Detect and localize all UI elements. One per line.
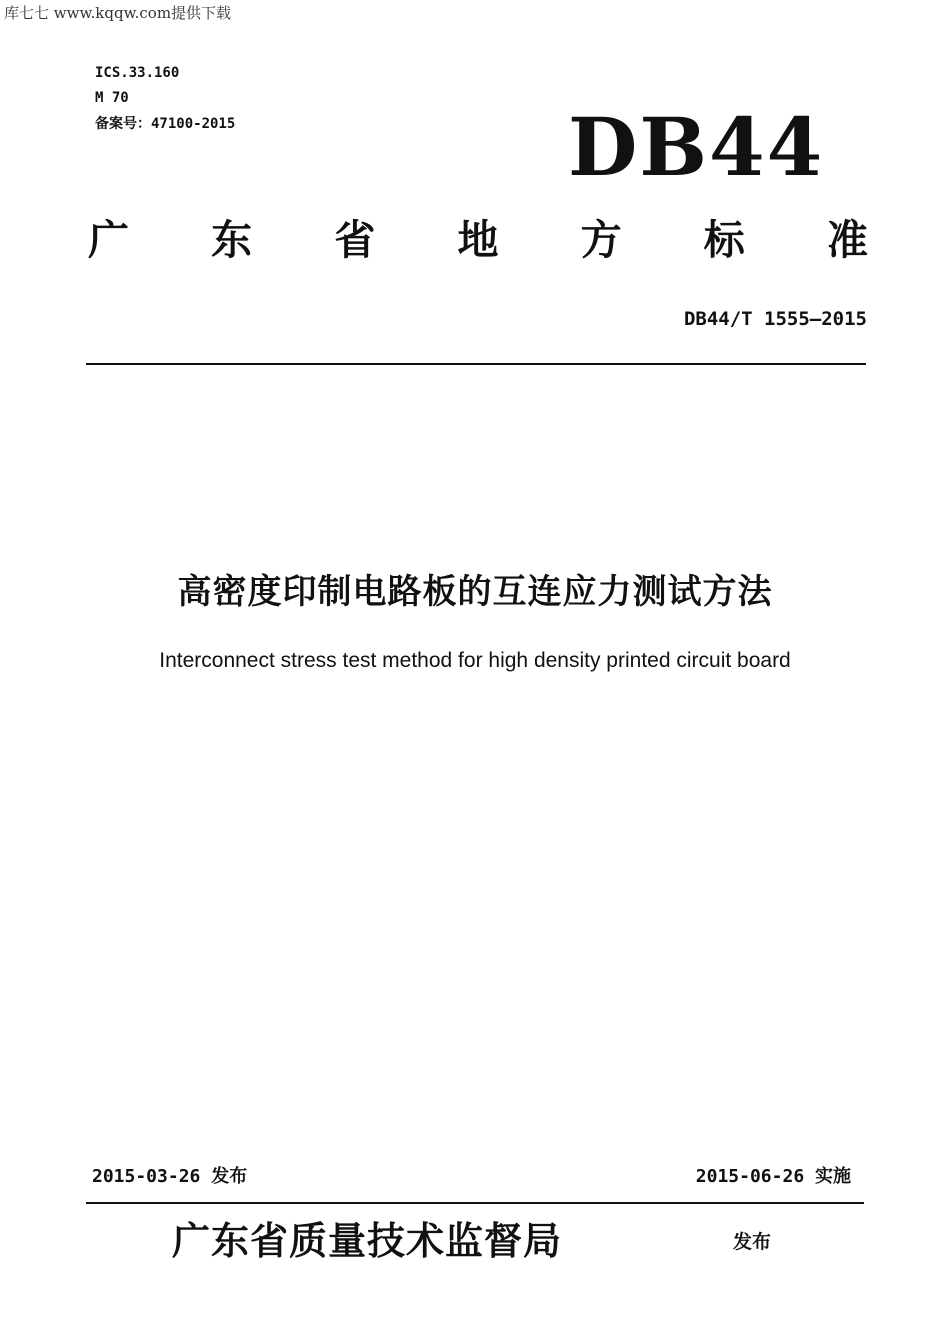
publisher-suffix: 发布 xyxy=(733,1231,772,1253)
ics-code: ICS.33.160 xyxy=(95,65,180,81)
standard-code: DB44 xyxy=(568,100,825,194)
standard-type-char: 方 xyxy=(580,216,622,264)
standard-type-heading xyxy=(88,212,868,268)
watermark-text: 库七七 www.kqqw.com提供下载 xyxy=(4,4,232,22)
document-title-english: Interconnect stress test method for high density printed circuit board xyxy=(159,649,791,672)
standard-type-char: 广 xyxy=(88,216,129,264)
standard-type-char: 地 xyxy=(457,216,499,264)
publisher-name: 广东省质量技术监督局 xyxy=(172,1218,563,1263)
standard-type-char: 标 xyxy=(703,216,745,264)
implementation-date: 2015-06-26 实施 xyxy=(695,1166,851,1187)
ccs-code: M 70 xyxy=(95,90,129,106)
standard-type-char: 准 xyxy=(826,216,868,264)
record-number: 备案号：47100-2015 xyxy=(95,116,236,132)
standard-number: DB44/T 1555—2015 xyxy=(683,308,867,330)
header-divider xyxy=(86,363,866,365)
standard-type-char: 东 xyxy=(211,216,253,264)
standard-type-char: 省 xyxy=(334,216,376,264)
issue-date: 2015-03-26 发布 xyxy=(92,1166,248,1187)
footer-divider xyxy=(86,1202,864,1204)
document-title-chinese: 高密度印制电路板的互连应力测试方法 xyxy=(177,572,773,612)
